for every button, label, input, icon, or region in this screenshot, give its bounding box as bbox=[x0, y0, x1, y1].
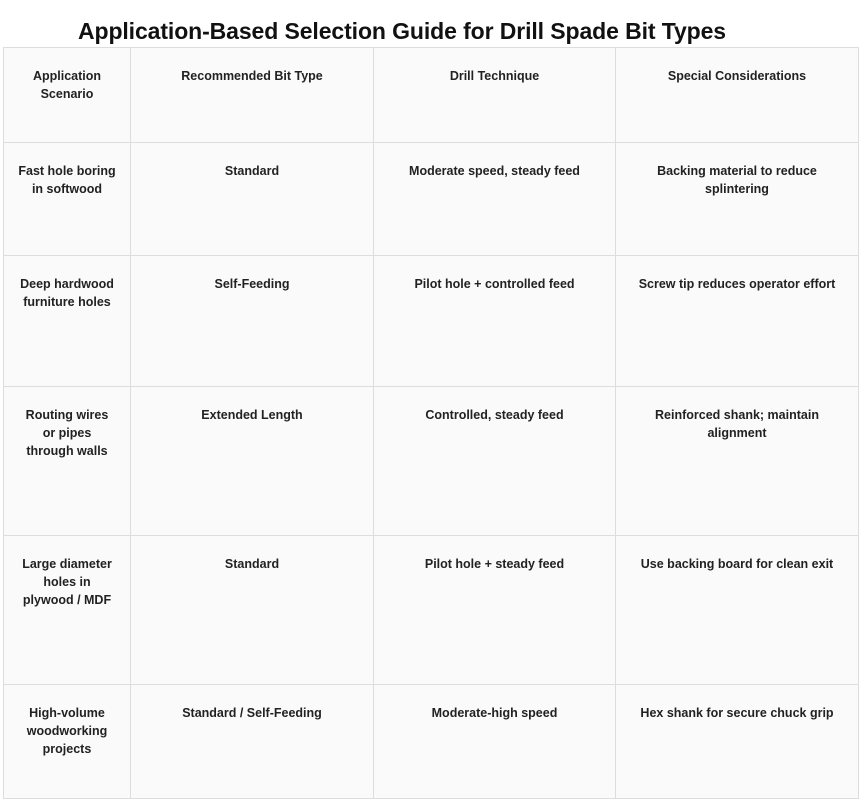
cell-special-considerations: Screw tip reduces operator effort bbox=[616, 256, 859, 387]
cell-drill-technique: Moderate-high speed bbox=[374, 685, 616, 799]
cell-drill-technique: Moderate speed, steady feed bbox=[374, 143, 616, 256]
cell-application-scenario: Large diameter holes in plywood / MDF bbox=[4, 536, 131, 685]
cell-recommended-bit-type: Self-Feeding bbox=[131, 256, 374, 387]
cell-recommended-bit-type: Standard bbox=[131, 536, 374, 685]
header-special-considerations: Special Considerations bbox=[616, 48, 859, 143]
cell-recommended-bit-type: Standard bbox=[131, 143, 374, 256]
cell-application-scenario: Deep hardwood furniture holes bbox=[4, 256, 131, 387]
header-recommended-bit-type: Recommended Bit Type bbox=[131, 48, 374, 143]
table-row bbox=[4, 536, 859, 685]
cell-application-scenario: Fast hole boring in softwood bbox=[4, 143, 131, 256]
header-application-scenario: Application Scenario bbox=[4, 48, 131, 143]
cell-special-considerations: Backing material to reduce splintering bbox=[616, 143, 859, 256]
table-row bbox=[4, 143, 859, 256]
cell-special-considerations: Reinforced shank; maintain alignment bbox=[616, 387, 859, 536]
cell-recommended-bit-type: Standard / Self-Feeding bbox=[131, 685, 374, 799]
cell-special-considerations: Use backing board for clean exit bbox=[616, 536, 859, 685]
table-row bbox=[4, 685, 859, 799]
cell-recommended-bit-type: Extended Length bbox=[131, 387, 374, 536]
cell-application-scenario: High-volume woodworking projects bbox=[4, 685, 131, 799]
table-header-row bbox=[4, 48, 859, 143]
cell-application-scenario: Routing wires or pipes through walls bbox=[4, 387, 131, 536]
selection-guide-table bbox=[3, 47, 859, 799]
table-row bbox=[4, 256, 859, 387]
header-drill-technique: Drill Technique bbox=[374, 48, 616, 143]
cell-drill-technique: Pilot hole + controlled feed bbox=[374, 256, 616, 387]
table-row bbox=[4, 387, 859, 536]
cell-drill-technique: Controlled, steady feed bbox=[374, 387, 616, 536]
cell-special-considerations: Hex shank for secure chuck grip bbox=[616, 685, 859, 799]
page-title: Application-Based Selection Guide for Drill Spade Bit Types bbox=[77, 18, 726, 45]
cell-drill-technique: Pilot hole + steady feed bbox=[374, 536, 616, 685]
